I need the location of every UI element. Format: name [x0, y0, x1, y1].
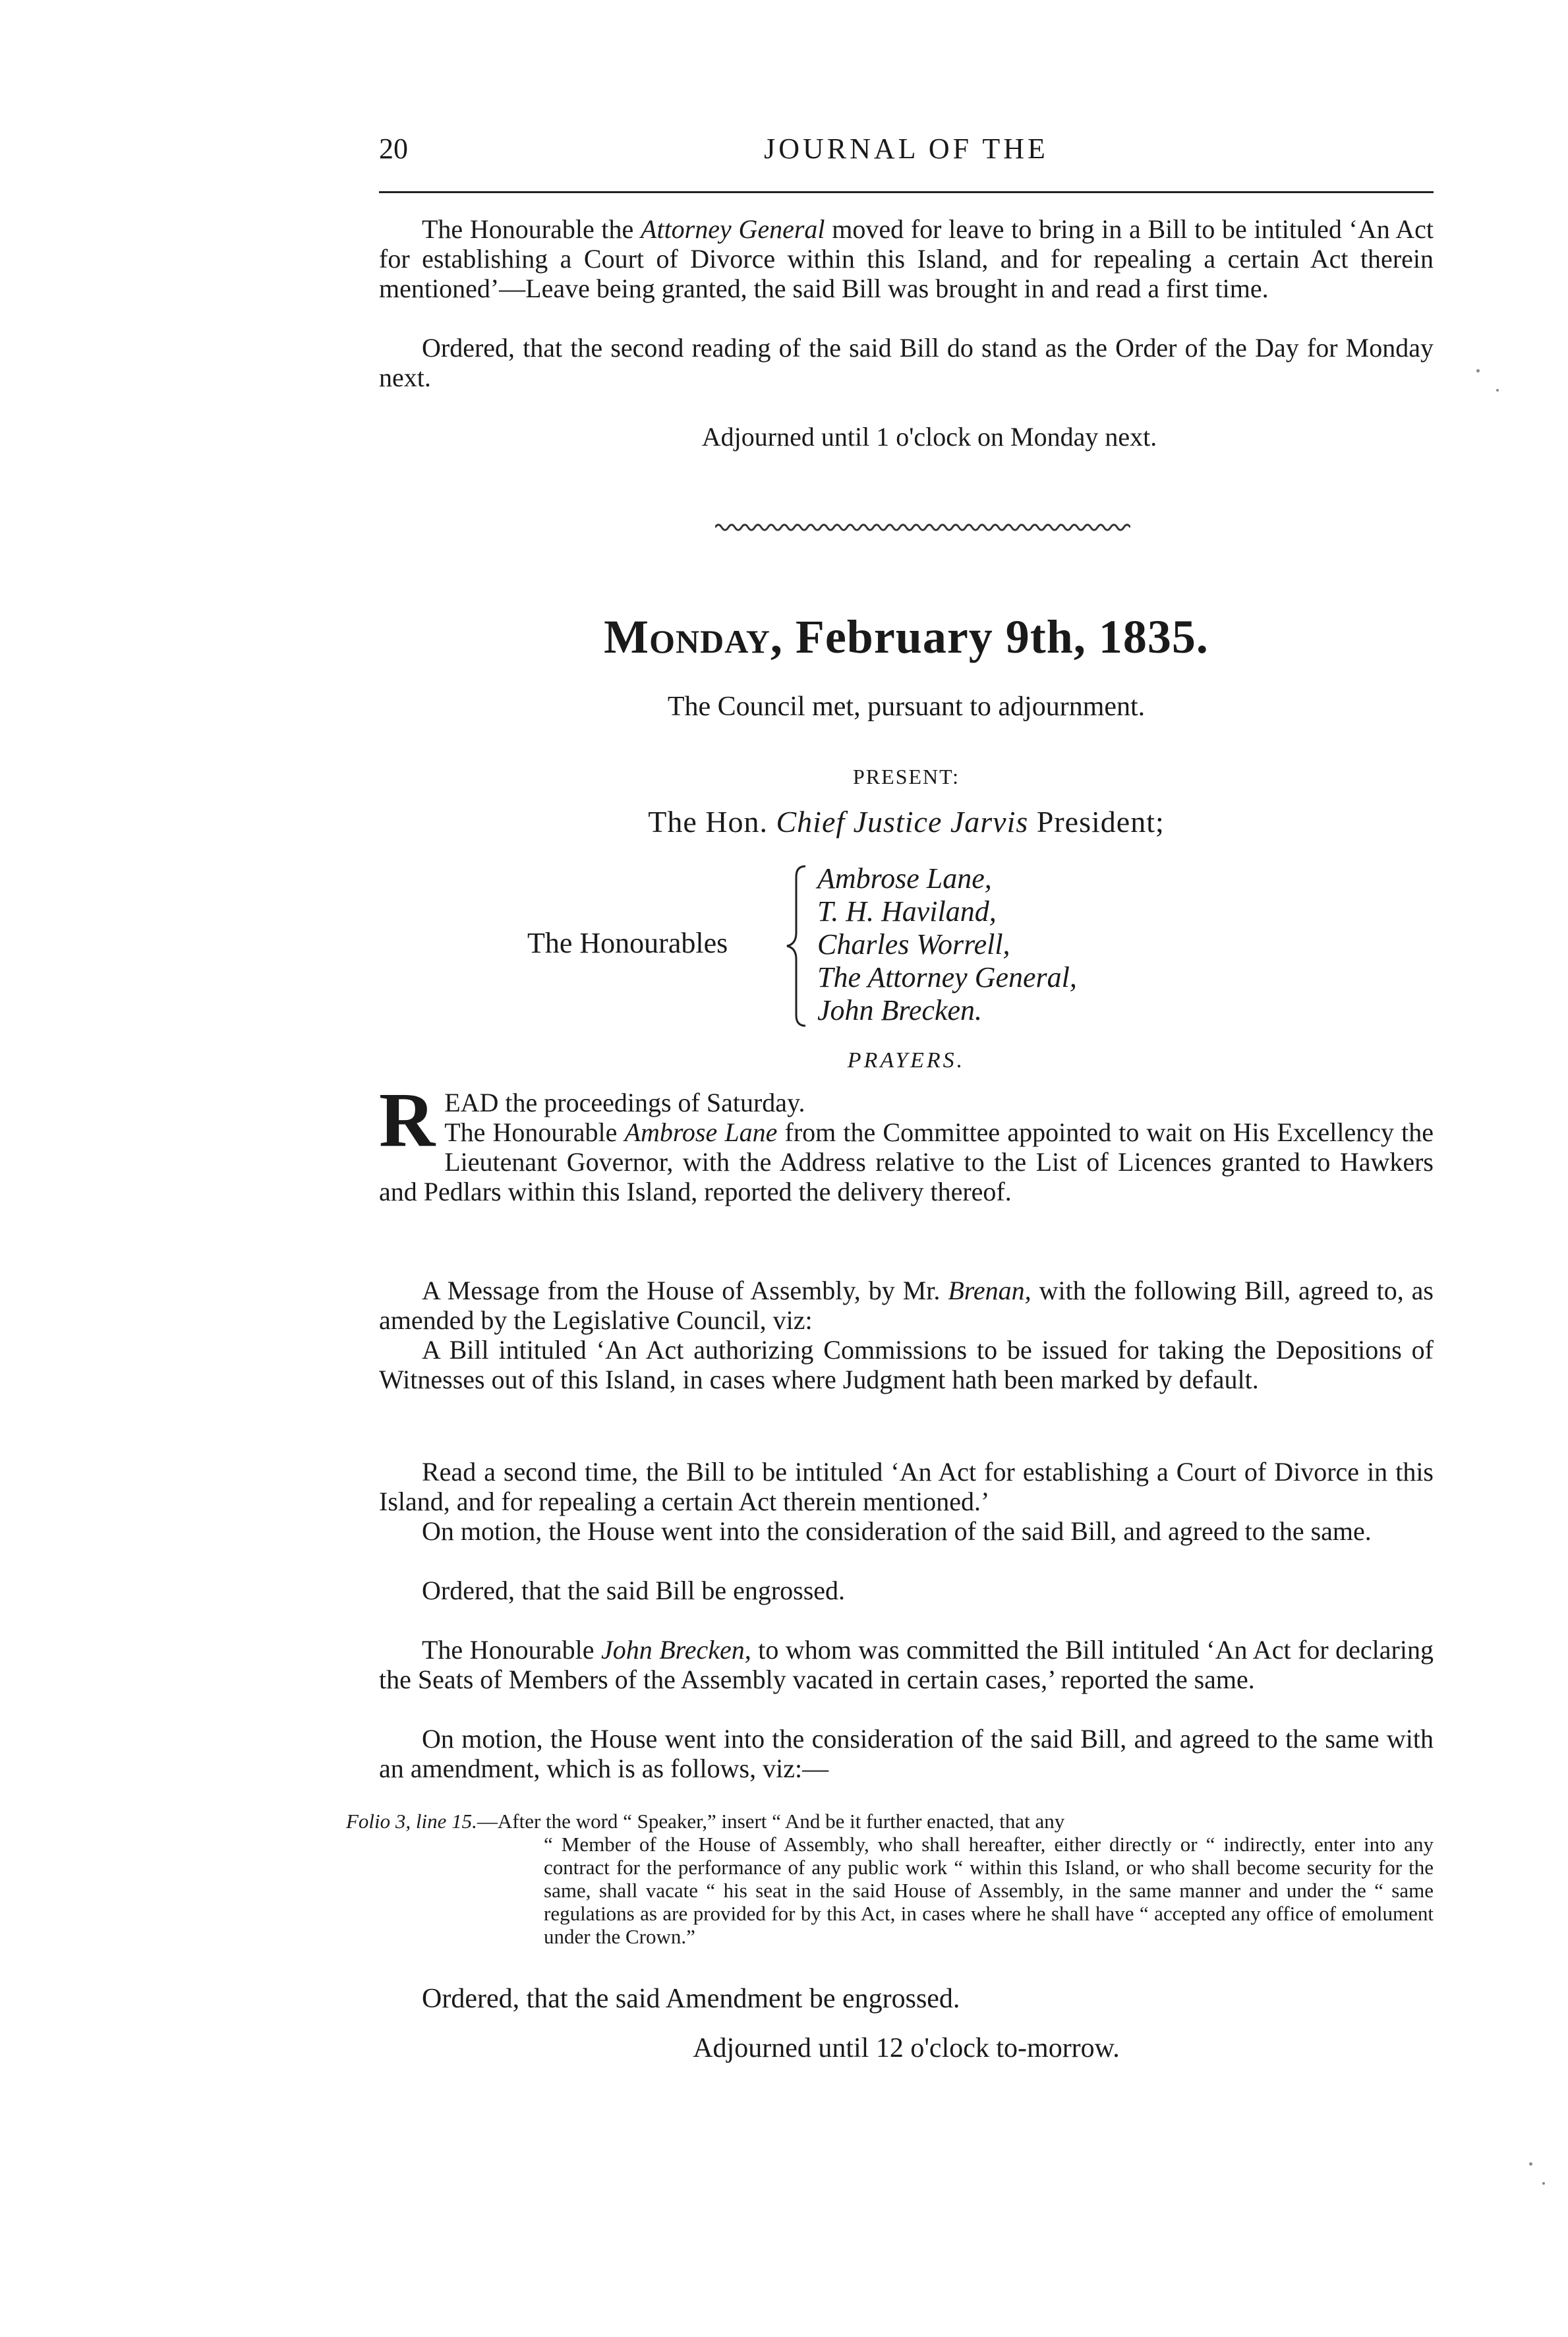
page-header	[379, 132, 1434, 178]
sitting-date-heading	[379, 610, 1434, 665]
read-proceedings: EAD the proceedings of Saturday.	[444, 1088, 805, 1117]
final-adjournment: Adjourned until 12 o'clock to-morrow.	[693, 2033, 1120, 2063]
member-list	[817, 862, 1077, 1027]
amendment-engrossed: Ordered, that the said Amendment be engrossed.	[422, 1984, 960, 2014]
divorce-bill-motion: On motion, the House went into the consideration of the said Bill, and agreed to the same.	[422, 1516, 1372, 1546]
second-reading-order: Ordered, that the second reading of the said Bill do stand as the Order of the Day for Monday next.	[379, 333, 1434, 392]
lane-report: READ the proceedings of Saturday. The Honourable Ambrose Lane from the Committee appointed to wait on His Excellency the Lieutenant Governor, with the Address relative to the List of Licences granted to Hawkers and Pedlars within this Island, reported the delivery thereof.	[379, 1077, 1434, 1206]
brecken-report: The Honourable John Brecken, to whom was committed the Bill intituled ‘An Act for declaring the Seats of Members of the Assembly vacated in certain cases,’ reported the same.	[379, 1635, 1434, 1694]
scan-speck	[1496, 389, 1499, 392]
member-name: The Attorney General,	[817, 961, 1077, 993]
header-rule	[379, 191, 1434, 193]
adjournment-notice: Adjourned until 1 o'clock on Monday next.	[701, 422, 1157, 452]
scan-speck	[1529, 2162, 1532, 2166]
left-brace-icon	[784, 864, 811, 1028]
sitting-date: February 9th, 1835.	[795, 610, 1209, 663]
folio-reference: Folio 3, line 15.	[346, 1810, 477, 1833]
member-name: John Brecken.	[817, 994, 983, 1026]
honourables-label: The Honourables	[527, 927, 728, 959]
member-name: Ambrose Lane,	[817, 862, 992, 895]
wavy-divider	[715, 521, 1130, 534]
president-line: The Hon. Chief Justice Jarvis President;	[648, 805, 1165, 839]
assembly-message: A Message from the House of Assembly, by Mr. Brenan, with the following Bill, agreed to, as amended by the Legislative Council, viz:	[379, 1276, 1434, 1335]
member-name: Charles Worrell,	[817, 928, 1010, 961]
seats-bill-motion: On motion, the House went into the consideration of the said Bill, and agreed to the same with an amendment, which is as follows, viz:—	[379, 1724, 1434, 1783]
member-name: T. H. Haviland,	[817, 895, 997, 928]
present-label: PRESENT:	[853, 765, 960, 788]
sitting-day: Monday,	[604, 610, 783, 663]
council-met: The Council met, pursuant to adjournment.	[667, 692, 1146, 722]
running-head: JOURNAL OF THE	[764, 133, 1049, 165]
amendment-quote: “ Member of the House of Assembly, who shall hereafter, either directly or “ indirectly, enter into any contract for the performance of any public work “ within this Island, or who shall become security for the same, shall vacate “ his seat in the said House of Assembly, in the same manner and under the “ same regulations as are provided for by this Act, in cases where he shall have “ accepted any office of emolument under the Crown.”	[544, 1833, 1434, 1948]
page-number: 20	[379, 133, 408, 165]
prayers-heading: PRAYERS.	[847, 1048, 966, 1073]
divorce-bill-second-reading: Read a second time, the Bill to be intituled ‘An Act for establishing a Court of Divorce in this Island, and for repealing a certain Act therein mentioned.’	[379, 1457, 1434, 1516]
scan-speck	[1476, 369, 1480, 372]
journal-page: 20 JOURNAL OF THE The Honourable the Attorney General moved for leave to bring in a Bill to be intituled ‘An Act for establishing a Court of Divorce within this Island, and for repealing a certain Act therein mentioned’—Leave being granted, the said Bill was brought in and read a first time. Ordered, that the second reading of the said Bill do stand as the Order of the Day for Monday next. Adjourned until 1 o'clock on Monday next. Monday, February 9th, 1835. The Council met, pursuant to adjournment. PRESENT: The Hon. Chief Justice Jarvis President; The Honourables Ambrose Lane, T. H. Haviland, Charles Worrell, The Attorney General, John Brecken. PRAYERS. READ the proceedings of Saturday. The Honourable Ambrose Lane from the Committee appointed to wait on His Excellency the Lieutenant Governor, with the Address relative to the List of Licences granted to Hawkers and Pedlars within this Island, reported the delivery thereof. A Message from the House of Assembly, by Mr. Brenan, with the following Bill, agreed to, as amended by the Legislative Council, viz: A Bill intituled ‘An Act authorizing Commissions to be issued for taking the Depositions of Witnesses out of this Island, in cases where Judgment hath been marked by default. Read a second time, the Bill to be intituled ‘An Act for establishing a Court of Divorce in this Island, and for repealing a certain Act therein mentioned.’ On motion, the House went into the consideration of the said Bill, and agreed to the same. Ordered, that the said Bill be engrossed. The Honourable John Brecken, to whom was committed the Bill intituled ‘An Act for declaring the Seats of Members of the Assembly vacated in certain cases,’ reported the same. On motion, the House went into the consideration of the said Bill, and agreed to the same with an amendment, which is as follows, viz:— Folio 3, line 15.—After the word “ Speaker,” insert “ And be it further enacted, that any “ Member of the House of Assembly, who shall hereafter, either directly or “ indirectly, enter into any contract for the performance of any public work “ within this Island, or who shall become security for the same, shall vacate “ his seat in the said House of Assembly, in the same manner and under the “ same regulations as are provided for by this Act, in cases where he shall have “ accepted any office of emolument under the Crown.” Ordered, that the said Amendment be engrossed. Adjourned until 12 o'clock to-morrow.	[0, 0, 1568, 2337]
attorney-general-motion: The Honourable the Attorney General moved for leave to bring in a Bill to be intituled ‘An Act for establishing a Court of Divorce within this Island, and for repealing a certain Act therein mentioned’—Leave being granted, the said Bill was brought in and read a first time.	[379, 214, 1434, 303]
scan-speck	[1542, 2182, 1545, 2185]
divorce-bill-engrossed: Ordered, that the said Bill be engrossed.	[422, 1576, 846, 1605]
depositions-bill: A Bill intituled ‘An Act authorizing Commissions to be issued for taking the Depositions of Witnesses out of this Island, in cases where Judgment hath been marked by default.	[379, 1335, 1434, 1394]
drop-cap: R	[379, 1077, 436, 1163]
